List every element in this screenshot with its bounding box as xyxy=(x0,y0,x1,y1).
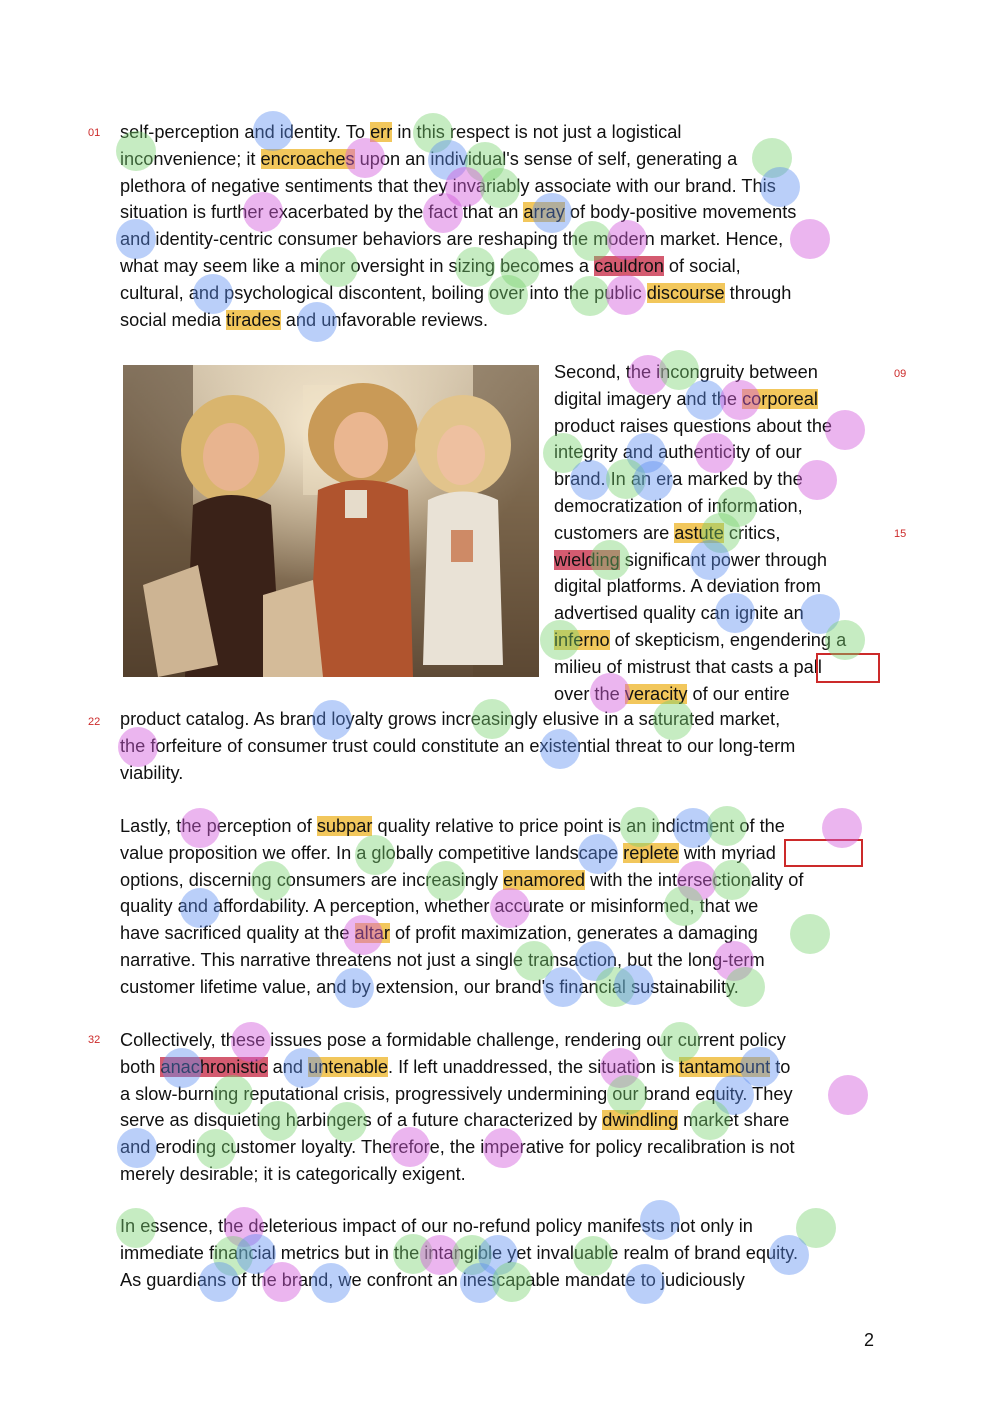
line-number: 01 xyxy=(88,127,101,139)
text-line: milieu of mistrust that casts a pall xyxy=(554,656,822,677)
highlighted-word: enamored xyxy=(503,869,586,890)
text-line: quality and affordability. A perception, whether accurate or misinformed, that we xyxy=(120,896,759,917)
highlighted-word: subpar xyxy=(316,816,373,836)
text-line: cultural, and psychological discontent, boiling over into the public discourse through xyxy=(120,282,792,303)
text-line: product raises questions about the xyxy=(554,415,833,436)
highlighted-word: untenable xyxy=(308,1056,388,1077)
text-line: the forfeiture of consumer trust could constitute an existential threat to our long-term xyxy=(120,735,796,756)
line-number: 09 xyxy=(894,368,907,380)
text-line: Lastly, the perception of subpar quality relative to price point is an indictment of the xyxy=(120,816,785,836)
text-line: digital platforms. A deviation from xyxy=(554,576,821,597)
text-line: have sacrificed quality at the altar of profit maximization, generates a damaging xyxy=(120,923,758,944)
text-line: As guardians of the brand, we confront an inescapable mandate to judiciously xyxy=(120,1269,745,1290)
page-number: 2 xyxy=(864,1330,875,1350)
highlighted-word: array xyxy=(523,202,565,223)
text-line: serve as disquieting harbingers of a future characterized by dwindling market share xyxy=(120,1110,790,1131)
line-number: 22 xyxy=(88,716,101,728)
text-line: integrity and authenticity of our xyxy=(554,442,802,463)
text-line: Collectively, these issues pose a formidable challenge, rendering our current policy xyxy=(120,1030,786,1050)
line-number: 15 xyxy=(894,528,907,540)
text-line: viability. xyxy=(120,762,184,783)
text-line: wielding significant power through xyxy=(554,549,827,570)
text-line: Second, the incongruity between xyxy=(554,362,818,382)
text-line: merely desirable; it is categorically exigent. xyxy=(120,1163,466,1184)
text-line: a slow-burning reputational crisis, progressively undermining our brand equity. They xyxy=(120,1083,793,1104)
text-line: over the veracity of our entire xyxy=(554,683,790,704)
text-line: advertised quality can ignite an xyxy=(554,603,804,624)
text-line: social media tirades and unfavorable reviews. xyxy=(120,309,489,330)
text-line: both anachronistic and untenable. If left unaddressed, the situation is tantamount to xyxy=(120,1056,791,1077)
highlighted-word: dwindling xyxy=(602,1110,679,1131)
text-line: democratization of information, xyxy=(554,495,803,516)
text-line: and identity-centric consumer behaviors are reshaping the modern market. Hence, xyxy=(120,229,784,250)
text-line: brand. In an era marked by the xyxy=(554,469,803,490)
highlighted-word: tirades xyxy=(226,309,281,330)
highlighted-word: wielding xyxy=(554,549,620,570)
text-line: narrative. This narrative threatens not just a single transaction, but the long-term xyxy=(120,949,765,970)
text-line: product catalog. As brand loyalty grows increasingly elusive in a saturated market, xyxy=(120,709,781,729)
text-line: digital imagery and the corporeal xyxy=(554,388,818,409)
text-line: In essence, the deleterious impact of our no-refund policy manifests not only in xyxy=(120,1216,753,1236)
text-line: inferno of skepticism, engendering a xyxy=(554,629,847,650)
text-line: customers are astute critics, xyxy=(554,522,781,543)
highlighted-word: cauldron xyxy=(594,255,664,276)
highlighted-word: corporeal xyxy=(742,388,818,409)
annotation-box-pall xyxy=(816,653,880,683)
shopping-women-photo xyxy=(123,365,539,677)
paragraph-2-full xyxy=(120,706,880,786)
highlighted-word: anachronistic xyxy=(160,1056,268,1077)
text-line: situation is further exacerbated by the fact that an array of body-positive movements xyxy=(120,202,797,223)
text-line: customer lifetime value, and by extension, our brand's financial sustainability. xyxy=(120,976,739,997)
annotation-box-myriad xyxy=(784,839,863,867)
highlighted-word: altar xyxy=(354,923,390,944)
paragraph-5 xyxy=(120,1213,880,1293)
text-line: immediate financial metrics but in the intangible yet invaluable realm of brand equity. xyxy=(120,1242,799,1263)
text-line: what may seem like a minor oversight in sizing becomes a cauldron of social, xyxy=(120,255,741,276)
line-number: 32 xyxy=(88,1034,101,1046)
text-line: options, discerning consumers are increasingly enamored with the intersectionality of xyxy=(120,869,804,890)
highlighted-word: err xyxy=(370,122,393,142)
highlighted-word: discourse xyxy=(646,282,725,303)
highlighted-word: encroaches xyxy=(260,148,355,169)
highlighted-word: inferno xyxy=(554,629,610,650)
text-line: inconvenience; it encroaches upon an individual's sense of self, generating a xyxy=(120,148,738,169)
highlighted-word: tantamount xyxy=(679,1056,771,1077)
paragraph-1 xyxy=(120,119,880,333)
paragraph-4 xyxy=(120,1027,880,1188)
highlighted-word: veracity xyxy=(624,683,688,704)
text-line: plethora of negative sentiments that they invariably associate with our brand. This xyxy=(120,175,776,196)
text-line: and eroding customer loyalty. Therefore, the imperative for policy recalibration is not xyxy=(120,1137,795,1158)
text-line: self-perception and identity. To err in this respect is not just a logistical xyxy=(120,122,682,142)
paragraph-3 xyxy=(120,813,880,1001)
highlighted-word: astute xyxy=(674,522,724,543)
text-line: value proposition we offer. In a globally competitive landscape replete with myriad xyxy=(120,842,776,863)
highlighted-word: replete xyxy=(623,842,679,863)
